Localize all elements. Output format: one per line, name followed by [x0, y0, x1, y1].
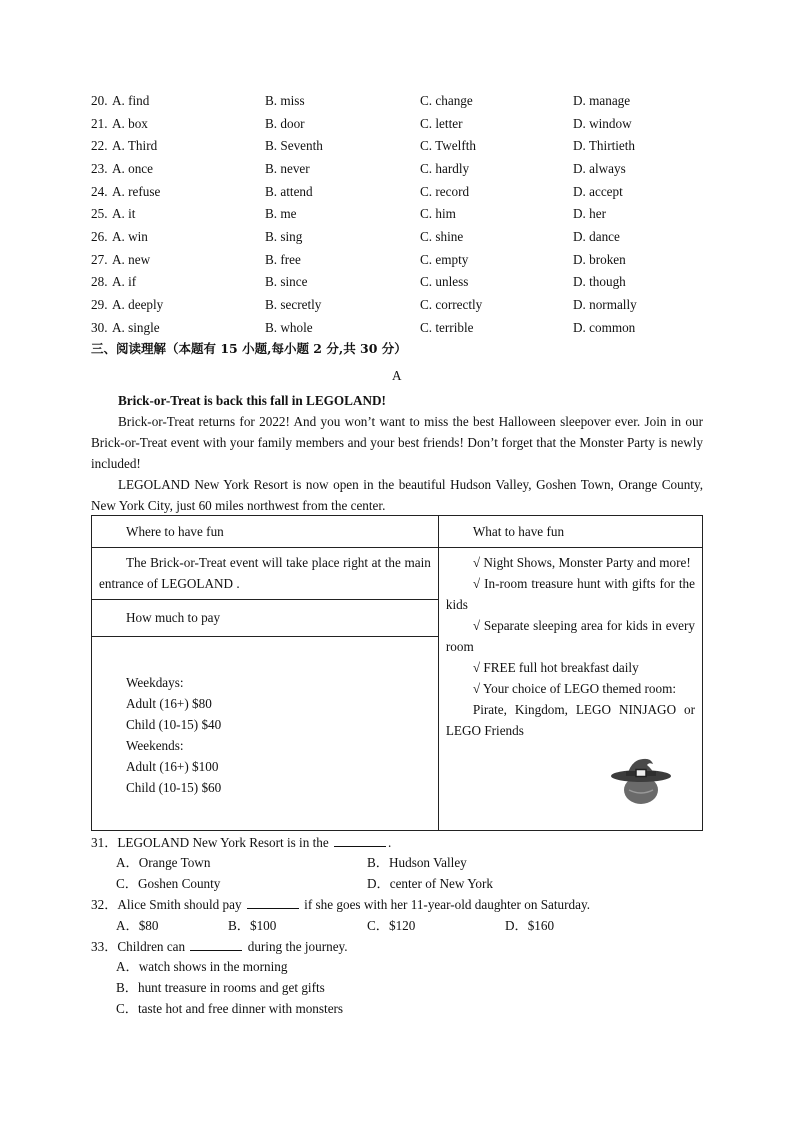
question-stem [91, 833, 391, 853]
question-number: 25. [91, 206, 108, 221]
where-body-cell [92, 548, 439, 600]
option-c: C. unless [420, 274, 469, 289]
option-b: B. whole [265, 320, 313, 335]
option-a: A. refuse [112, 184, 161, 199]
paragraph-text: Brick-or-Treat returns for 2022! And you won’t want to miss the best Halloween sleepover ever. Join in our Brick-or-Treat event with your family members and your best friends! Don’t forget that the Monster Party is newly included! [91, 414, 703, 471]
where-header: Where to have fun [126, 524, 224, 539]
where-header-cell [92, 516, 439, 548]
option-a: A. box [112, 116, 148, 131]
stem-text: if she goes with her 11-year-old daughter on Saturday. [304, 897, 591, 912]
price-line: Adult (16+) $100 [126, 759, 219, 774]
question-number: 21. [91, 116, 108, 131]
info-table [91, 515, 703, 831]
option-a: A．watch shows in the morning [116, 959, 288, 974]
price-line: Child (10-15) $40 [126, 717, 222, 732]
option-b: B. since [265, 274, 308, 289]
option-row [0, 161, 794, 177]
stem-text: 31．LEGOLAND New York Resort is in the [91, 835, 329, 850]
option-a: A. if [112, 274, 137, 289]
option-a: A. new [112, 252, 151, 267]
option-a: A. single [112, 320, 160, 335]
option-b: B. sing [265, 229, 303, 244]
option-d: D. window [573, 116, 632, 131]
option-b: B．Hudson Valley [367, 855, 467, 870]
where-body-text: The Brick-or-Treat event will take place right at the main entrance of LEGOLAND . [99, 555, 431, 591]
option-c: C．Goshen County [116, 876, 221, 891]
stem-text: . [388, 835, 392, 850]
option-row [0, 297, 794, 313]
option-a: A. win [112, 229, 148, 244]
option-d: D．$160 [505, 918, 555, 933]
pay-body-cell [92, 637, 439, 831]
price-line: Adult (16+) $80 [126, 696, 212, 711]
option-a: A. find [112, 93, 150, 108]
option-d: D. dance [573, 229, 620, 244]
option-c: C. shine [420, 229, 464, 244]
what-item [446, 573, 695, 615]
option-b: B. free [265, 252, 301, 267]
what-item [446, 615, 695, 657]
option-b: B. me [265, 206, 297, 221]
option-a: A. once [112, 161, 154, 176]
question-number: 22. [91, 138, 108, 153]
what-header-cell [438, 516, 702, 548]
answer-blank [190, 938, 242, 951]
answer-blank [247, 896, 299, 909]
price-line: Weekdays: [126, 675, 184, 690]
option-row [0, 206, 794, 222]
option-b: B. door [265, 116, 305, 131]
option-c: C. empty [420, 252, 469, 267]
pay-header-cell [92, 600, 439, 637]
what-header: What to have fun [472, 524, 565, 539]
option-row [0, 274, 794, 290]
where-body [92, 548, 438, 598]
pay-header: How much to pay [126, 610, 221, 625]
paragraph-text: LEGOLAND New York Resort is now open in the beautiful Hudson Valley, Goshen Town, Orange County, New York City, just 60 miles northwest from the center. [91, 477, 703, 513]
option-c: C. correctly [420, 297, 483, 312]
option-c: C．$120 [367, 918, 416, 933]
option-c: C. hardly [420, 161, 470, 176]
question-number: 26. [91, 229, 108, 244]
passage-title: Brick-or-Treat is back this fall in LEGOLAND! [118, 393, 386, 408]
option-row [0, 138, 794, 154]
what-body-cell [438, 548, 702, 831]
section-heading: 三、阅读理解（本题有 15 小题,每小题 2 分,共 30 分） [91, 341, 407, 356]
option-a: A. Third [112, 138, 158, 153]
option-d: D. Thirtieth [573, 138, 636, 153]
option-c: C. Twelfth [420, 138, 476, 153]
what-item-text: √ Night Shows, Monster Party and more! [472, 555, 691, 570]
what-continuation [446, 699, 695, 741]
question-number: 29. [91, 297, 108, 312]
witch-hat-icon [609, 756, 673, 806]
price-line: Weekends: [126, 738, 184, 753]
option-c: C. terrible [420, 320, 474, 335]
option-a: A．Orange Town [116, 855, 211, 870]
option-row [0, 93, 794, 109]
option-d: D. always [573, 161, 626, 176]
question-number: 23. [91, 161, 108, 176]
question-number: 24. [91, 184, 108, 199]
option-c: C. change [420, 93, 473, 108]
what-item [446, 678, 695, 699]
question-number: 30. [91, 320, 108, 335]
price-line: Child (10-15) $60 [126, 780, 222, 795]
option-row [0, 116, 794, 132]
stem-text: 32．Alice Smith should pay [91, 897, 242, 912]
question-number: 20. [91, 93, 108, 108]
option-b: B. miss [265, 93, 305, 108]
option-b: B．hunt treasure in rooms and get gifts [116, 980, 325, 995]
answer-blank [334, 834, 386, 847]
option-d: D. broken [573, 252, 626, 267]
option-a: A．$80 [116, 918, 159, 933]
what-item-text: √ In-room treasure hunt with gifts for the kids [445, 576, 695, 612]
option-b: B. secretly [265, 297, 322, 312]
option-row [0, 320, 794, 336]
option-d: D. manage [573, 93, 631, 108]
passage-label: A [392, 368, 402, 383]
passage-paragraph-1 [91, 411, 703, 474]
option-row [0, 229, 794, 245]
option-b: B. Seventh [265, 138, 323, 153]
option-c: C. letter [420, 116, 463, 131]
stem-text: 33．Children can [91, 939, 186, 954]
option-c: C. record [420, 184, 470, 199]
option-row [0, 184, 794, 200]
option-b: B. never [265, 161, 310, 176]
question-stem [91, 895, 590, 915]
option-d: D. normally [573, 297, 637, 312]
what-continuation-text: Pirate, Kingdom, LEGO NINJAGO or LEGO Friends [445, 702, 695, 738]
question-number: 27. [91, 252, 108, 267]
what-item-text: √ Your choice of LEGO themed room: [472, 681, 677, 696]
question-stem [91, 937, 348, 957]
option-d: D. though [573, 274, 626, 289]
question-number: 28. [91, 274, 108, 289]
what-item [446, 657, 695, 678]
what-list [439, 548, 702, 745]
option-d: D．center of New York [367, 876, 493, 891]
what-item-text: √ Separate sleeping area for kids in every room [445, 618, 695, 654]
what-item-text: √ FREE full hot breakfast daily [472, 660, 639, 675]
what-item [446, 552, 695, 573]
option-a: A. it [112, 206, 136, 221]
option-b: B．$100 [228, 918, 277, 933]
option-d: D. common [573, 320, 636, 335]
stem-text: during the journey. [247, 939, 348, 954]
option-c: C. him [420, 206, 456, 221]
option-d: D. her [573, 206, 606, 221]
option-d: D. accept [573, 184, 623, 199]
option-row [0, 252, 794, 268]
price-list [92, 637, 438, 802]
option-c: C．taste hot and free dinner with monsters [116, 1001, 344, 1016]
option-a: A. deeply [112, 297, 164, 312]
passage-paragraph-2 [91, 474, 703, 516]
option-b: B. attend [265, 184, 313, 199]
